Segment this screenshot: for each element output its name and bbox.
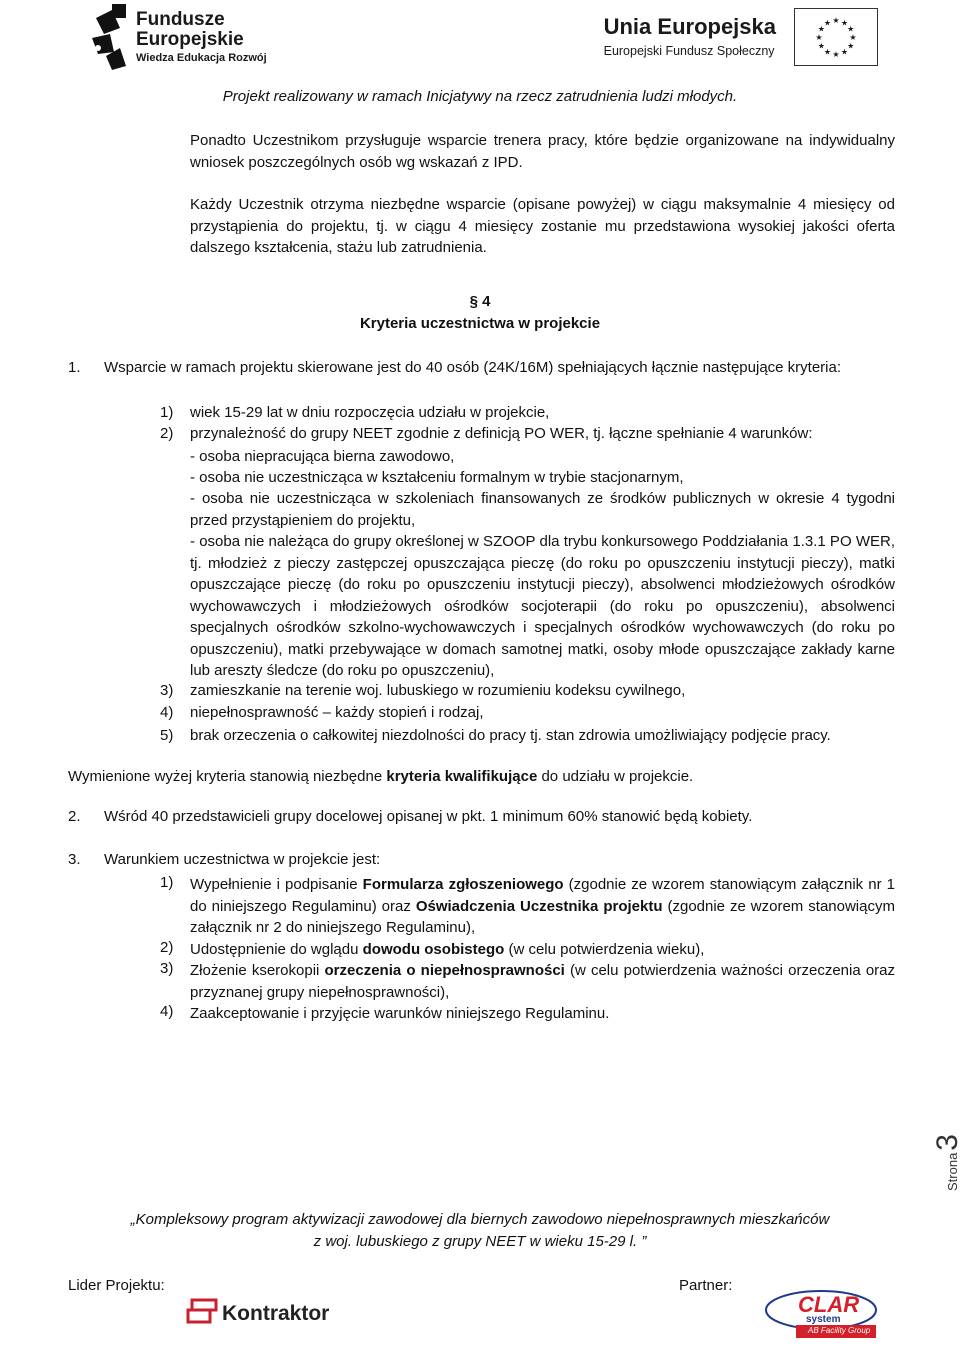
condition-num: 1) (160, 874, 174, 891)
condition-part: Złożenie kserokopii (190, 962, 325, 979)
condition-bold: Formularza zgłoszeniowego (362, 876, 564, 893)
eu-star-icon: ★ (817, 24, 825, 34)
project-line: Projekt realizowany w ramach Inicjatywy na rzecz zatrudnienia ludzi młodych. (222, 88, 738, 105)
eu-star-icon: ★ (823, 18, 832, 28)
footer-project-title-1: „Kompleksowy program aktywizacji zawodowej dla biernych zawodowo niepełnosprawnych mieszkańców (130, 1211, 830, 1228)
fundusze-europejskie-logo (90, 4, 280, 70)
condition-part: Zaakceptowanie i przyjęcie warunków niniejszego Regulaminu. (190, 1005, 610, 1022)
fe-title-line2: Europejskie (136, 29, 244, 50)
neet-condition: - osoba niepracująca bierna zawodowo, (190, 448, 455, 465)
point-1-text: Wsparcie w ramach projektu skierowane jest do 40 osób (24K/16M) spełniających łącznie następujące kryteria: (104, 359, 842, 376)
condition-part: Wypełnienie i podpisanie (190, 876, 363, 893)
criteria-item-num: 3) (160, 682, 174, 699)
point-3-text: Warunkiem uczestnictwa w projekcie jest: (104, 851, 381, 868)
criteria-item-text: brak orzeczenia o całkowitej niezdolności do pracy tj. stan zdrowia umożliwiający podjęcie pracy. (190, 727, 831, 744)
criteria-item-text: przynależność do grupy NEET zgodnie z definicją PO WER, tj. łączne spełnianie 4 warunków: (190, 425, 813, 442)
eu-star-icon: ★ (840, 47, 849, 57)
eu-star-icon: ★ (832, 50, 840, 59)
condition-bold: Oświadczenia Uczestnika projektu (415, 897, 663, 915)
page-label: Strona (945, 1152, 960, 1191)
criteria-note-bold: kryteria kwalifikujące (386, 768, 538, 785)
eu-star-icon: ★ (817, 41, 825, 51)
condition-bold: dowodu osobistego (362, 941, 505, 958)
point-1-number: 1. (68, 359, 81, 376)
criteria-item-num: 1) (160, 404, 174, 421)
condition-bold: orzeczenia o niepełnosprawności (324, 962, 565, 979)
fe-star-icon (90, 4, 130, 70)
condition-text (190, 1003, 895, 1025)
clar-logo (764, 1290, 878, 1340)
criteria-item-num: 5) (160, 727, 174, 744)
fe-title-line1: Fundusze (136, 9, 225, 30)
eu-star-icon: ★ (840, 18, 849, 28)
eu-star-icon: ★ (847, 41, 855, 51)
section-sign: § 4 (469, 293, 491, 310)
condition-text (190, 874, 895, 939)
section-title: Kryteria uczestnictwa w projekcie (359, 315, 601, 332)
criteria-item-text: niepełnosprawność – każdy stopień i rodzaj, (190, 704, 484, 721)
eu-star-icon: ★ (849, 33, 857, 42)
partner-label: Partner: (679, 1277, 733, 1294)
clar-name: CLAR (798, 1292, 860, 1317)
intro-paragraph-2: Każdy Uczestnik otrzyma niezbędne wsparcie (opisane powyżej) w ciągu maksymalnie 4 miesięcy od przystąpienia do projektu, tj. w ciągu 4 miesięcy zostanie mu przedstawiona wysokiej jakości oferta dalszego kształcenia, stażu lub zatrudnienia. (190, 196, 895, 256)
kontraktor-icon (188, 1298, 220, 1328)
criteria-item-num: 2) (160, 425, 174, 442)
neet-condition: - osoba nie uczestnicząca w kształceniu formalnym w trybie stacjonarnym, (190, 469, 684, 486)
criteria-note-text: Wymienione wyżej kryteria stanowią niezbędne (68, 768, 387, 785)
ue-subtitle: Europejski Fundusz Społeczny (603, 44, 775, 58)
condition-num: 3) (160, 960, 174, 977)
criteria-item-num: 4) (160, 704, 174, 721)
eu-flag-icon (794, 8, 878, 66)
criteria-item-text: zamieszkanie na terenie woj. lubuskiego w rozumieniu kodeksu cywilnego, (190, 682, 686, 699)
criteria-note-text: do udziału w projekcie. (537, 768, 694, 785)
intro-paragraph-1: Ponadto Uczestnikom przysługuje wsparcie trenera pracy, które będzie organizowane na indywidualny wniosek poszczególnych osób wg wskazań z IPD. (190, 132, 895, 171)
point-3-number: 3. (68, 851, 81, 868)
leader-label: Lider Projektu: (68, 1277, 165, 1294)
ue-title: Unia Europejska (603, 14, 776, 39)
condition-part: (w celu potwierdzenia ważności orzeczenia oraz przyznanej grupy niepełnosprawności), (190, 962, 895, 1001)
ue-logo-text (604, 14, 776, 58)
condition-part: (zgodnie ze wzorem stanowiącym załącznik nr 1 do niniejszego Regulaminu) oraz (190, 876, 895, 915)
condition-num: 2) (160, 939, 174, 956)
point-2-number: 2. (68, 808, 81, 825)
clar-sub: system (806, 1314, 841, 1325)
criteria-note (68, 768, 693, 785)
kontraktor-name: Kontraktor (222, 1302, 330, 1325)
condition-part: (zgodnie ze wzorem stanowiącym załącznik nr 2 do niniejszego Regulaminu), (190, 897, 895, 936)
condition-part: Udostępnienie do wglądu (190, 941, 363, 958)
condition-part: (w celu potwierdzenia wieku), (504, 941, 705, 958)
eu-star-icon: ★ (815, 33, 823, 42)
page-number-value: 3 (931, 1134, 964, 1151)
eu-star-icon: ★ (847, 24, 855, 34)
condition-text (190, 939, 895, 961)
footer-project-title-2: z woj. lubuskiego z grupy NEET w wieku 15-29 l. ” (313, 1233, 647, 1250)
criteria-item-text: wiek 15-29 lat w dniu rozpoczęcia udziału w projekcie, (190, 404, 550, 421)
point-2-text: Wśród 40 przedstawicieli grupy docelowej opisanej w pkt. 1 minimum 60% stanowić będą kobiety. (104, 808, 753, 825)
eu-star-icon: ★ (823, 47, 832, 57)
condition-num: 4) (160, 1003, 174, 1020)
neet-condition: - osoba nie uczestnicząca w szkoleniach finansowanych ze środków publicznych w okresie 4 tygodni przed przystąpieniem do projektu, (190, 490, 895, 529)
eu-star-icon: ★ (832, 16, 840, 25)
page-number (930, 1120, 970, 1190)
fe-subtitle: Wiedza Edukacja Rozwój (136, 52, 267, 64)
neet-condition: - osoba nie należąca do grupy określonej w SZOOP dla trybu konkursowego Poddziałania 1.3.1 PO WER, tj. młodzież z pieczy zastępczej opuszczająca pieczę (do roku po opuszczeniu instytucji pieczy), matki opuszczające pieczę (do roku po opuszczeniu instytucji pieczy), absolwenci młodzieżowych ośrodków wychowawczych i młodzieżowych ośrodków socjoterapii (do roku po opuszczeniu), absolwenci specjalnych ośrodków szkolno-wychowawczych i specjalnych ośrodków wychowawczych (do roku po opuszczeniu), matki przebywające w domach samotnej matki, osoby młode opuszczające zakłady karne lub areszty śledcze (do roku po opuszczeniu), (190, 533, 895, 679)
condition-text (190, 960, 895, 1003)
clar-tag: AB Facility Group (808, 1326, 871, 1335)
